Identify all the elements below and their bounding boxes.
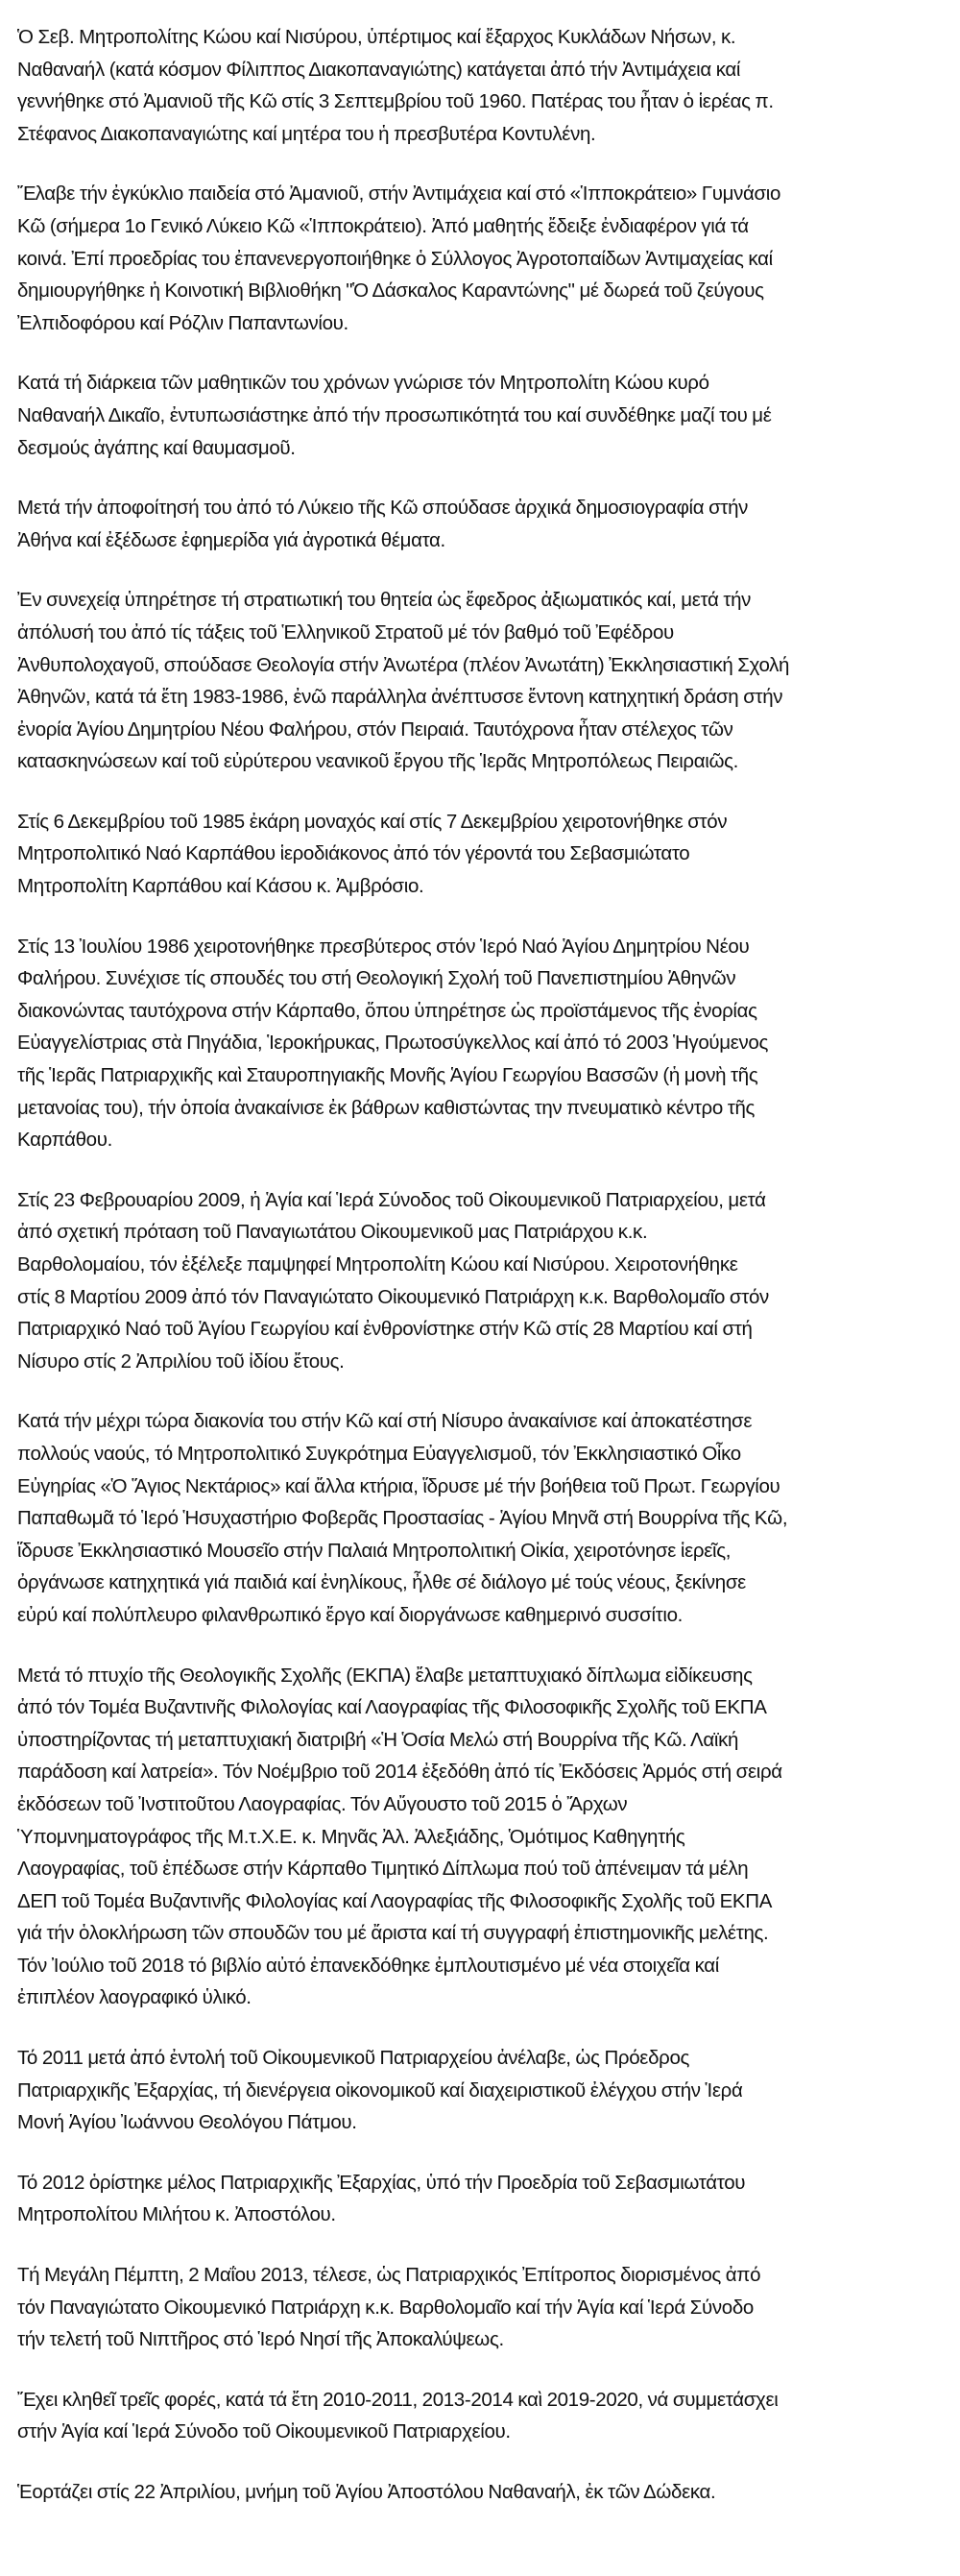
text-line: Λαογραφίας, τοῦ ἐπέδωσε στήν Κάρπαθο Τιμητικό Δίπλωμα πού τοῦ ἀπένειμαν τά μέλη (17, 1858, 749, 1881)
text-line: Τό 2011 μετά ἀπό ἐντολή τοῦ Οἰκουμενικοῦ Πατριαρχείου ἀνέλαβε, ὡς Πρόεδρος (17, 2047, 690, 2070)
text-line: τόν Παναγιώτατο Οἰκουμενικό Πατριάρχη κ.κ. Βαρθολομαῖο καί τήν Ἁγία καί Ἱερά Σύνοδο (17, 2296, 754, 2319)
text-line: ἐπιπλέον λαογραφικό ὑλικό. (17, 1986, 252, 2009)
text-line: Ναθαναήλ (κατά κόσμον Φίλιππος Διακοπαναγιώτης) κατάγεται ἀπό τήν Ἀντιμάχεια καί (17, 58, 741, 81)
paragraph (17, 1184, 948, 1378)
text-line: ἵδρυσε Ἐκκλησιαστικό Μουσεῖο στήν Παλαιά Μητροπολιτική Οἰκία, χειροτόνησε ἱερεῖς, (17, 1539, 732, 1562)
text-line: Ἐν συνεχείᾳ ὑπηρέτησε τή στρατιωτική του θητεία ὡς ἔφεδρος ἀξιωματικός καί, μετά τήν (17, 589, 752, 612)
text-line: στήν Ἁγία καί Ἱερά Σύνοδο τοῦ Οἰκουμενικοῦ Πατριαρχείου. (17, 2420, 511, 2443)
text-line: Ἀθηνῶν, κατά τά ἔτη 1983-1986, ἐνῶ παράλληλα ἀνέπτυσσε ἔντονη κατηχητική δράση στήν (17, 686, 783, 709)
text-line: δημιουργήθηκε ἡ Κοινοτική Βιβλιοθήκη "Ὁ Δάσκαλος Καραντώνης" μέ δωρεά τοῦ ζεύγους (17, 279, 764, 303)
text-line: Κατά τή διάρκεια τῶν μαθητικῶν του χρόνων γνώρισε τόν Μητροπολίτη Κώου κυρό (17, 372, 709, 395)
text-line: Στίς 13 Ἰουλίου 1986 χειροτονήθηκε πρεσβύτερος στόν Ἱερό Ναό Ἁγίου Δημητρίου Νέου (17, 935, 750, 958)
paragraph (17, 492, 948, 556)
text-line: Μητροπολιτικό Ναό Καρπάθου ἱεροδιάκονος ἀπό τόν γέροντά του Σεβασμιώτατο (17, 842, 690, 865)
paragraph (17, 2259, 948, 2356)
paragraph (17, 178, 948, 339)
text-line: Τή Μεγάλη Πέμπτη, 2 Μαΐου 2013, τέλεσε, ὡς Πατριαρχικός Ἐπίτροπος διορισμένος ἀπό (17, 2264, 761, 2287)
text-line: Πατριαρχικό Ναό τοῦ Ἁγίου Γεωργίου καί ἐνθρονίστηκε στήν Κῶ στίς 28 Μαρτίου καί στή (17, 1318, 753, 1341)
text-line: γεννήθηκε στό Ἀμανιοῦ τῆς Κῶ στίς 3 Σεπτεμβρίου τοῦ 1960. Πατέρας του ἦταν ὁ ἱερέας π. (17, 90, 774, 113)
text-line: Εὐαγγελίστριας στὰ Πηγάδια, Ἱεροκήρυκας, Πρωτοσύγκελλος καί ἀπό τό 2003 Ἡγούμενος (17, 1032, 768, 1055)
text-line: Ἑορτάζει στίς 22 Ἀπριλίου, μνήμη τοῦ Ἁγίου Ἀποστόλου Ναθαναήλ, ἐκ τῶν Δώδεκα. (17, 2481, 716, 2503)
text-line: Καρπάθου. (17, 1129, 112, 1152)
text-line: τήν τελετή τοῦ Νιπτῆρος στό Ἱερό Νησί τῆς Ἀποκαλύψεως. (17, 2328, 504, 2351)
text-line: Μετά τό πτυχίο τῆς Θεολογικῆς Σχολῆς (ΕΚΠΑ) ἔλαβε μεταπτυχιακό δίπλωμα εἰδίκευσης (17, 1664, 753, 1687)
text-line: μετανοίας του), τήν ὁποία ἀνακαίνισε ἐκ βάθρων καθιστώντας την πνευματικὸ κέντρο τῆς (17, 1096, 756, 1119)
paragraph (17, 2167, 948, 2231)
text-line: δεσμούς ἀγάπης καί θαυμασμοῦ. (17, 436, 296, 459)
text-line: εὐρύ καί πολύπλευρο φιλανθρωπικό ἔργο καί διοργάνωσε καθημερινό συσσίτιο. (17, 1603, 684, 1626)
text-line: διακονώντας ταυτόχρονα στήν Κάρπαθο, ὅπου ὑπηρέτησε ὡς προϊστάμενος τῆς ἐνορίας (17, 999, 757, 1022)
paragraph (17, 931, 948, 1156)
text-line: Κῶ (σήμερα 1ο Γενικό Λύκειο Κῶ «Ἱπποκράτειο). Ἀπό μαθητής ἔδειξε ἐνδιαφέρον γιά τά (17, 214, 749, 237)
text-line: Εὐγηρίας «Ὁ Ἅγιος Νεκτάριος» καί ἄλλα κτήρια, ἵδρυσε μέ τήν βοήθεια τοῦ Πρωτ. Γεωργίου (17, 1474, 780, 1497)
text-line: ὀργάνωσε κατηχητικά γιά παιδιά καί ἐνηλίκους, ἦλθε σέ διάλογο μέ τούς νέους, ξεκίνησε (17, 1571, 746, 1594)
text-line: Τό 2012 ὁρίστηκε μέλος Πατριαρχικῆς Ἐξαρχίας, ὑπό τήν Προεδρία τοῦ Σεβασμιωτάτου (17, 2171, 746, 2194)
text-line: Μετά τήν ἀποφοίτησή του ἀπό τό Λύκειο τῆς Κῶ σπούδασε ἀρχικά δημοσιογραφία στήν (17, 497, 749, 520)
text-line: Στίς 23 Φεβρουαρίου 2009, ἡ Ἁγία καί Ἱερά Σύνοδος τοῦ Οἰκουμενικοῦ Πατριαρχείου, μετά (17, 1188, 766, 1211)
text-line: Στέφανος Διακοπαναγιώτης καί μητέρα του ἡ πρεσβυτέρα Κοντυλένη. (17, 122, 596, 145)
text-line: κοινά. Ἐπί προεδρίας του ἐπανενεργοποιήθηκε ὁ Σύλλογος Ἀγροτοπαίδων Ἀντιμαχείας καί (17, 247, 773, 270)
paragraph (17, 367, 948, 464)
text-line: Ἔλαβε τήν ἐγκύκλιο παιδεία στό Ἀμανιοῦ, στήν Ἀντιμάχεια καί στό «Ἱπποκράτειο» Γυμνάσιο (17, 182, 781, 206)
text-line: Μονή Ἁγίου Ἰωάννου Θεολόγου Πάτμου. (17, 2111, 357, 2134)
text-line: ἐκδόσεων τοῦ Ἰνστιτοῦτου Λαογραφίας. Τόν Αὔγουστο τοῦ 2015 ὁ Ἄρχων (17, 1792, 628, 1815)
paragraph (17, 21, 948, 150)
text-line: Κατά τήν μέχρι τώρα διακονία του στήν Κῶ καί στή Νίσυρο ἀνακαίνισε καί ἀποκατέστησε (17, 1410, 753, 1433)
text-line: Ὑπομνηματογράφος τῆς Μ.τ.Χ.Ε. κ. Μηνᾶς Ἀλ. Ἀλεξιάδης, Ὁμότιμος Καθηγητής (17, 1825, 685, 1848)
text-line: τῆς Ἱερᾶς Πατριαρχικῆς καὶ Σταυροπηγιακῆς Μονῆς Ἁγίου Γεωργίου Βασσῶν (ἡ μονὴ τῆς (17, 1064, 758, 1087)
text-line: ἀπόλυσή του ἀπό τίς τάξεις τοῦ Ἑλληνικοῦ Στρατοῦ μέ τόν βαθμό τοῦ Ἐφέδρου (17, 620, 674, 644)
text-line: Ναθαναήλ Δικαῖο, ἐντυπωσιάστηκε ἀπό τήν προσωπικότητά του καί συνδέθηκε μαζί του μέ (17, 403, 772, 426)
paragraph (17, 584, 948, 778)
paragraph (17, 2042, 948, 2139)
text-line: γιά τήν ὁλοκλήρωση τῶν σπουδῶν του μέ ἄριστα καί τή συγγραφή ἐπιστημονικῆς μελέτης. (17, 1922, 769, 1945)
paragraph (17, 806, 948, 903)
text-line: Παπαθωμᾶ τό Ἱερό Ἡσυχαστήριο Φοβερᾶς Προστασίας - Ἁγίου Μηνᾶ στή Βουρρίνα τῆς Κῶ, (17, 1507, 788, 1530)
text-line: παράδοση καί λατρεία». Τόν Νοέμβριο τοῦ 2014 ἐξεδόθη ἀπό τίς Ἐκδόσεις Ἀρμός στή σειρά (17, 1761, 782, 1784)
paragraph (17, 2384, 948, 2448)
text-line: ἀπό σχετική πρόταση τοῦ Παναγιωτάτου Οἰκουμενικοῦ μας Πατριάρχου κ.κ. (17, 1221, 648, 1244)
text-line: ΔΕΠ τοῦ Τομέα Βυζαντινῆς Φιλολογίας καί Λαογραφίας τῆς Φιλοσοφικῆς Σχολῆς τοῦ ΕΚΠΑ (17, 1889, 773, 1912)
text-line: ὑποστηρίζοντας τή μεταπτυχιακή διατριβή «Ἡ Ὁσία Μελώ στή Βουρρίνα τῆς Κῶ. Λαϊκή (17, 1728, 739, 1751)
text-line: Τόν Ἰούλιο τοῦ 2018 τό βιβλίο αὐτό ἐπανεκδόθηκε ἐμπλουτισμένο μέ νέα στοιχεῖα καί (17, 1954, 719, 1977)
paragraph (17, 1405, 948, 1631)
biography-document (17, 21, 948, 2537)
paragraph (17, 1660, 948, 2015)
text-line: Φαλήρου. Συνέχισε τίς σπουδές του στή Θεολογική Σχολή τοῦ Πανεπιστημίου Ἀθηνῶν (17, 967, 736, 990)
text-line: στίς 8 Μαρτίου 2009 ἀπό τόν Παναγιώτατο Οἰκουμενικό Πατριάρχη κ.κ. Βαρθολομαῖο στόν (17, 1285, 769, 1308)
text-line: κατασκηνώσεων καί τοῦ εὐρύτερου νεανικοῦ ἔργου τῆς Ἱερᾶς Μητροπόλεως Πειραιῶς. (17, 750, 738, 773)
text-line: Μητροπολίτου Μιλήτου κ. Ἀποστόλου. (17, 2203, 336, 2226)
text-line: ἀπό τόν Τομέα Βυζαντινῆς Φιλολογίας καί Λαογραφίας τῆς Φιλοσοφικῆς Σχολῆς τοῦ ΕΚΠΑ (17, 1696, 767, 1719)
text-line: Μητροπολίτη Καρπάθου καί Κάσου κ. Ἀμβρόσιο. (17, 875, 424, 898)
text-line: Βαρθολομαίου, τόν ἐξέλεξε παμψηφεί Μητροπολίτη Κώου καί Νισύρου. Χειροτονήθηκε (17, 1253, 738, 1276)
text-line: Στίς 6 Δεκεμβρίου τοῦ 1985 ἐκάρη μοναχός καί στίς 7 Δεκεμβρίου χειροτονήθηκε στόν (17, 810, 728, 833)
text-line: Νίσυρο στίς 2 Ἀπριλίου τοῦ ἰδίου ἔτους. (17, 1349, 345, 1373)
paragraph (17, 2476, 948, 2509)
text-line: Ἀθήνα καί ἐξέδωσε ἐφημερίδα γιά ἀγροτικά θέματα. (17, 528, 445, 551)
text-line: πολλούς ναούς, τό Μητροπολιτικό Συγκρότημα Εὐαγγελισμοῦ, τόν Ἐκκλησιαστικό Οἶκο (17, 1442, 741, 1465)
text-line: Ἔχει κληθεῖ τρεῖς φορές, κατά τά ἔτη 2010-2011, 2013-2014 καὶ 2019-2020, νά συμμετάσχει (17, 2388, 779, 2411)
text-line: Ἐλπιδοφόρου καί Ρόζλιν Παπαντωνίου. (17, 311, 348, 334)
text-line: ἐνορία Ἁγίου Δημητρίου Νέου Φαλήρου, στόν Πειραιά. Ταυτόχρονα ἦταν στέλεχος τῶν (17, 717, 733, 741)
text-line: Ὁ Σεβ. Μητροπολίτης Κώου καί Νισύρου, ὑπέρτιμος καί ἔξαρχος Κυκλάδων Νήσων, κ. (17, 26, 736, 48)
text-line: Ἀνθυπολοχαγοῦ, σπούδασε Θεολογία στήν Ἀνωτέρα (πλέον Ἀνωτάτη) Ἐκκλησιαστική Σχολή (17, 653, 790, 676)
text-line: Πατριαρχικῆς Ἐξαρχίας, τή διενέργεια οἰκονομικοῦ καί διαχειριστικοῦ ἐλέγχου στήν Ἱερά (17, 2078, 743, 2102)
